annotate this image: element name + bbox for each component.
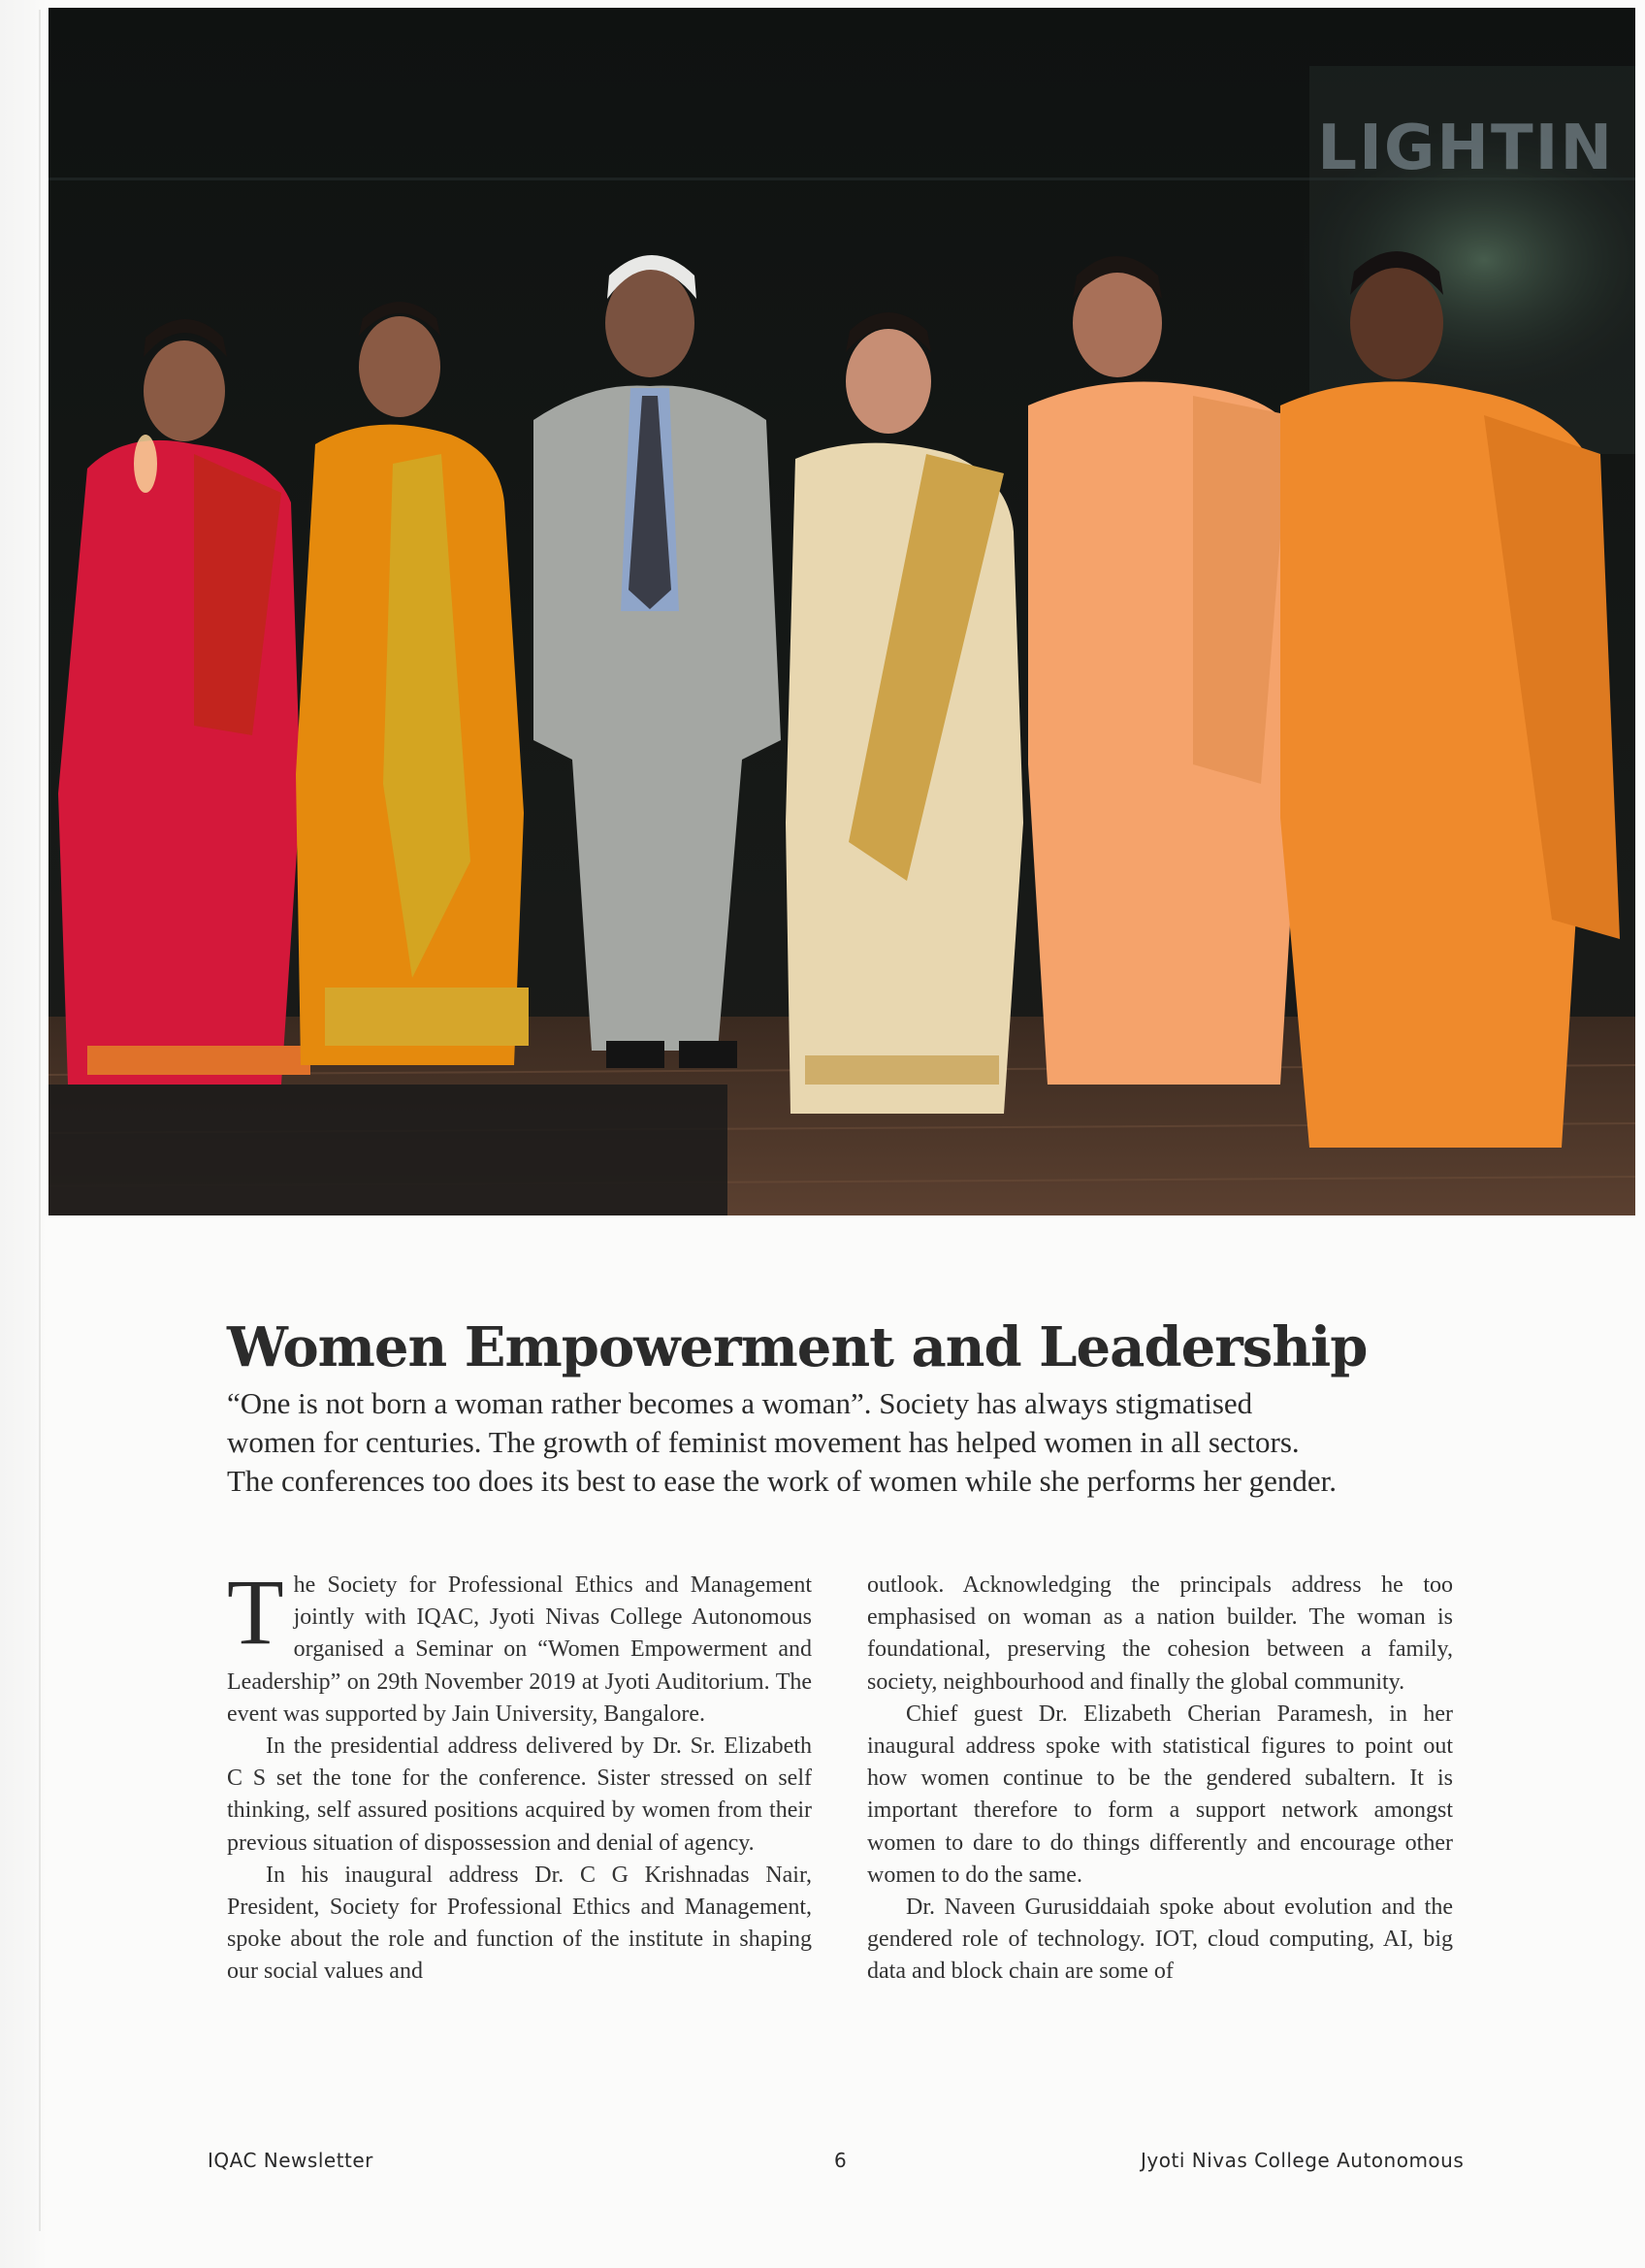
page-number: 6 <box>834 2149 848 2172</box>
body-paragraph: Chief guest Dr. Elizabeth Cherian Paramesh, in her inaugural address spoke with statistical figures to point out how women continue to be the gendered subaltern. It is important therefore to form a support network amongst women to dare to do things differently and encourage other women to do the same. <box>867 1701 1453 1888</box>
group-photo-illustration <box>48 8 1635 1215</box>
paragraph-text: he Society for Professional Ethics and Management jointly with IQAC, Jyoti Nivas College Autonomous organised a Seminar on “Women Empowerment and Leadership” on 29th November 2019 at Jyoti Auditorium. The event was supported by Jain University, Bangalore. <box>227 1572 812 1727</box>
footer-publication: IQAC Newsletter <box>208 2149 373 2172</box>
intro-line: “One is not born a woman rather becomes a woman”. Society has always stigmatised <box>227 1386 1253 1420</box>
body-paragraph <box>227 1560 812 1731</box>
intro-line: The conferences too does its best to ease the work of women while she performs her gender. <box>227 1464 1338 1498</box>
footer-institution: Jyoti Nivas College Autonomous <box>1141 2149 1465 2172</box>
body-paragraph: In his inaugural address Dr. C G Krishnadas Nair, President, Society for Professional Ethics and Management, spoke about the role and function of the institute in shaping our social values and <box>227 1862 812 1985</box>
body-paragraph: Dr. Naveen Gurusiddaiah spoke about evolution and the gendered role of technology. IOT, cloud computing, AI, big data and block chain are some of <box>867 1895 1453 1985</box>
drop-cap: T <box>227 1560 284 1664</box>
article-title: Women Empowerment and Leadership <box>227 1314 1368 1379</box>
body-paragraph: outlook. Acknowledging the principals address he too emphasised on woman as a nation builder. The woman is foundational, preserving the cohesion between a family, society, neighbourhood and finally the global community. <box>867 1572 1453 1695</box>
body-paragraph: In the presidential address delivered by Dr. Sr. Elizabeth C S set the tone for the conference. Sister stressed on self thinking, self assured positions acquired by women from their previous situation of dispossession and denial of agency. <box>227 1733 812 1856</box>
scan-edge-line <box>39 10 41 2231</box>
backdrop-text: LIGHTIN <box>1317 113 1614 184</box>
group-photo <box>48 8 1635 1215</box>
article-intro <box>227 1384 1468 1501</box>
body-column-right <box>867 1570 1453 1989</box>
body-column-left <box>227 1560 812 1989</box>
intro-line: women for centuries. The growth of feminist movement has helped women in all sectors. <box>227 1425 1300 1459</box>
